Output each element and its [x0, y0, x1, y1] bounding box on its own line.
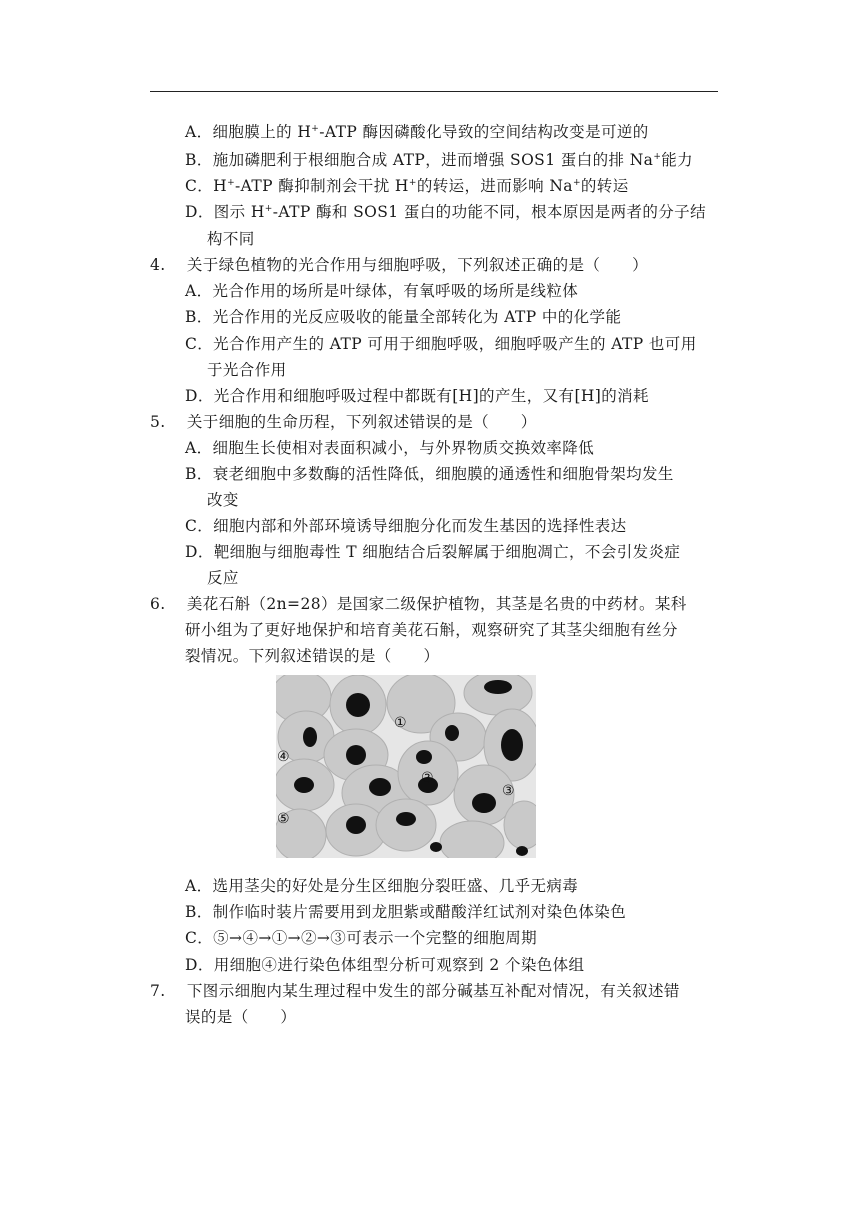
q4-option-c: C．光合作用产生的 ATP 可用于细胞呼吸，细胞呼吸产生的 ATP 也可用: [185, 335, 697, 353]
q4-option-d: D．光合作用和细胞呼吸过程中都既有[H]的产生，又有[H]的消耗: [185, 387, 649, 405]
q5-option-b-cont: 改变: [207, 491, 239, 509]
q6-stem-line3: 裂情况。下列叙述错误的是（ ）: [185, 647, 440, 665]
figure-label-3: ③: [502, 783, 515, 799]
q5-option-d-cont: 反应: [207, 569, 239, 587]
figure-label-4: ④: [277, 749, 290, 765]
q5-option-b: B．衰老细胞中多数酶的活性降低，细胞膜的通透性和细胞骨架均发生: [185, 465, 674, 483]
q6-option-c: C．⑤→④→①→②→③可表示一个完整的细胞周期: [185, 929, 538, 947]
q4-stem: 4. 关于绿色植物的光合作用与细胞呼吸，下列叙述正确的是（ ）: [150, 256, 649, 274]
q5-option-a: A．细胞生长使相对表面积减小，与外界物质交换效率降低: [185, 439, 595, 457]
q6-option-d: D．用细胞④进行染色体组型分析可观察到 2 个染色体组: [185, 956, 585, 974]
q4-option-c-cont: 于光合作用: [207, 361, 287, 379]
mitosis-micrograph-svg: [276, 675, 536, 858]
q6-stem-line2: 研小组为了更好地保护和培育美花石斛，观察研究了其茎尖细胞有丝分: [185, 621, 678, 639]
q7-stem-line1: 7. 下图示细胞内某生理过程中发生的部分碱基互补配对情况，有关叙述错: [150, 982, 680, 1000]
q6-option-a: A．选用茎尖的好处是分生区细胞分裂旺盛、几乎无病毒: [185, 877, 579, 895]
figure-label-5: ⑤: [277, 811, 290, 827]
q4-option-b: B．光合作用的光反应吸收的能量全部转化为 ATP 中的化学能: [185, 308, 622, 326]
q5-stem: 5. 关于细胞的生命历程，下列叙述错误的是（ ）: [150, 413, 537, 431]
figure-label-2: ②: [421, 770, 434, 786]
figure-label-1: ①: [394, 715, 407, 731]
q5-option-d: D．靶细胞与细胞毒性 T 细胞结合后裂解属于细胞凋亡，不会引发炎症: [185, 543, 681, 561]
q7-stem-line2: 误的是（ ）: [185, 1008, 297, 1026]
q3-option-b: B．施加磷肥利于根细胞合成 ATP，进而增强 SOS1 蛋白的排 Na+能力: [185, 151, 694, 169]
mitosis-micrograph: [276, 675, 536, 858]
q6-stem-line1: 6. 美花石斛（2n=28）是国家二级保护植物，其茎是名贵的中药材。某科: [150, 595, 687, 613]
q4-option-a: A．光合作用的场所是叶绿体，有氧呼吸的场所是线粒体: [185, 282, 579, 300]
q3-option-c: C．H+-ATP 酶抑制剂会干扰 H+的转运，进而影响 Na+的转运: [185, 177, 629, 195]
q6-option-b: B．制作临时装片需要用到龙胆紫或醋酸洋红试剂对染色体染色: [185, 903, 627, 921]
header-rule: [150, 91, 718, 92]
q3-option-a: A．细胞膜上的 H+-ATP 酶因磷酸化导致的空间结构改变是可逆的: [185, 123, 649, 141]
q3-option-d-cont: 构不同: [207, 230, 255, 248]
q3-option-d: D．图示 H+-ATP 酶和 SOS1 蛋白的功能不同，根本原因是两者的分子结: [185, 203, 706, 221]
q5-option-c: C．细胞内部和外部环境诱导细胞分化而发生基因的选择性表达: [185, 517, 627, 535]
